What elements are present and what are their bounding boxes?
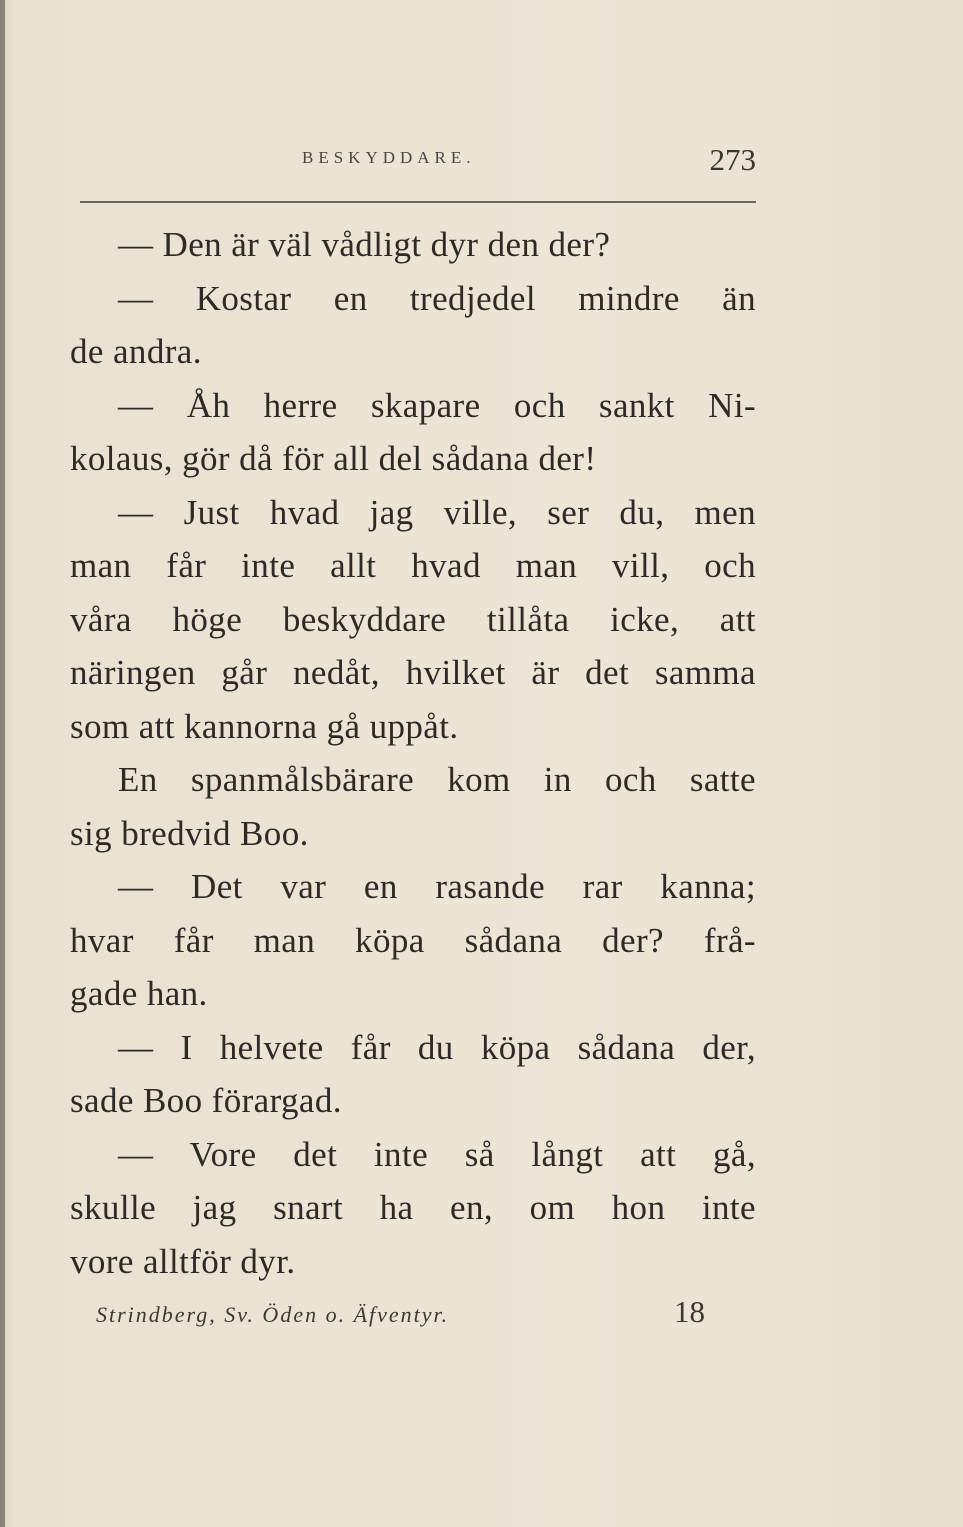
text-line: man får inte allt hvad man vill, och: [70, 546, 756, 585]
text-line: som att kannorna gå uppåt.: [70, 706, 459, 746]
page-footer: [96, 1294, 716, 1334]
text-line: — Åh herre skapare och sankt Ni-: [118, 385, 756, 425]
text-line: vore alltför dyr.: [70, 1241, 296, 1281]
text-line: — Vore det inte så långt att gå,: [118, 1134, 756, 1174]
text-line: sig bredvid Boo.: [70, 813, 309, 853]
text-line: — Den är väl vådligt dyr den der?: [118, 225, 611, 264]
text-line: — Kostar en tredjedel mindre än: [118, 278, 756, 318]
text-line: näringen går nedåt, hvilket är det samma: [70, 653, 756, 692]
text-line: — Just hvad jag ville, ser du, men: [118, 492, 756, 532]
text-line: kolaus, gör då för all del sådana der!: [70, 439, 597, 478]
page-header: [80, 142, 756, 182]
running-title: BESKYDDARE.: [302, 148, 476, 167]
text-line: de andra.: [70, 332, 202, 371]
text-line: våra höge beskyddare tillåta icke, att: [70, 599, 756, 639]
sheet-number: 18: [674, 1294, 705, 1329]
text-line: sade Boo förargad.: [70, 1081, 342, 1120]
page-number: 273: [709, 142, 756, 177]
header-rule: [80, 201, 756, 203]
text-line: En spanmålsbärare kom in och satte: [118, 760, 756, 799]
text-line: — Det var en rasande rar kanna;: [118, 867, 756, 906]
page-edge: [0, 0, 5, 1527]
body-text: [70, 218, 756, 1288]
text-line: hvar får man köpa sådana der? frå-: [70, 920, 756, 960]
footer-signature: Strindberg, Sv. Öden o. Äfventyr.: [96, 1302, 450, 1327]
text-line: skulle jag snart ha en, om hon inte: [70, 1188, 756, 1227]
text-line: gade han.: [70, 974, 208, 1013]
text-line: — I helvete får du köpa sådana der,: [118, 1027, 756, 1067]
